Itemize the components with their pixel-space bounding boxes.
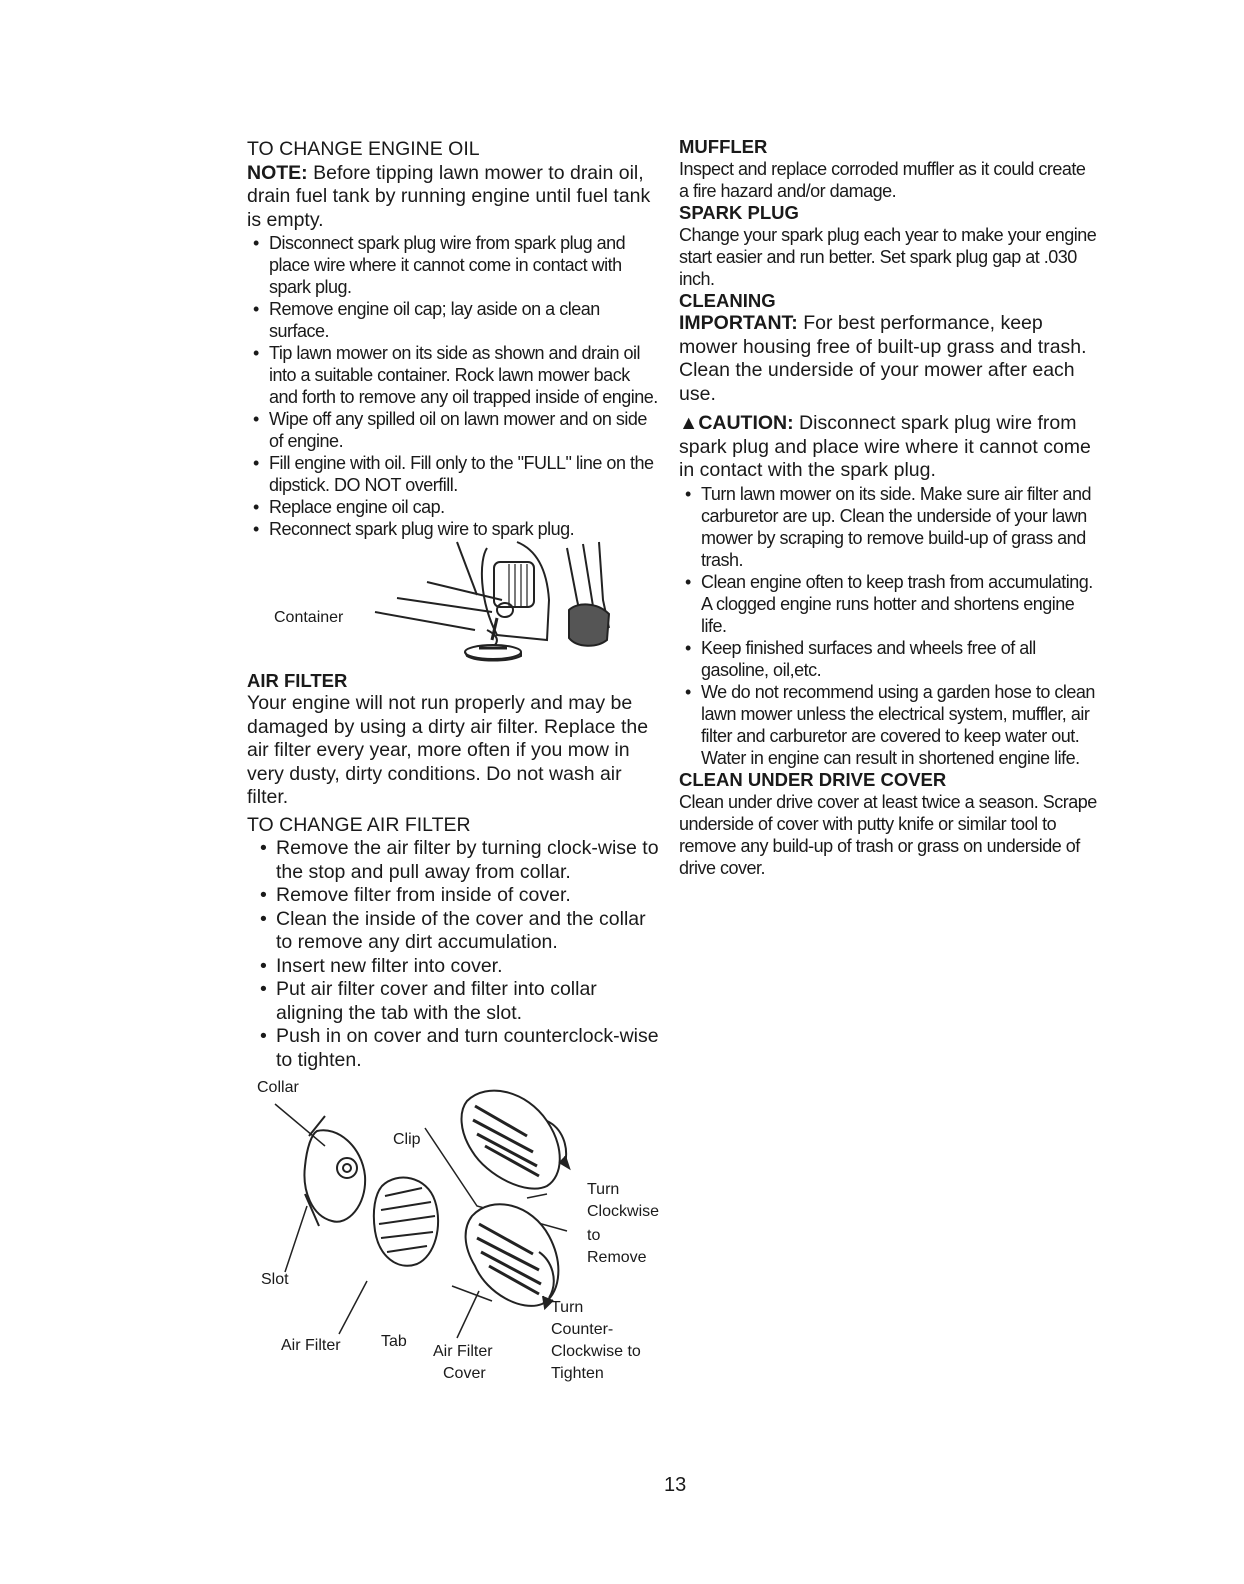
- list-item: • Clean the inside of the cover and the collar to remove any dirt accumulation.: [254, 908, 662, 955]
- list-item: • Push in on cover and turn counterclock-wise to tighten.: [254, 1025, 662, 1072]
- caution-label: CAUTION:: [698, 412, 794, 434]
- list-item: • Reconnect spark plug wire to spark plug.: [247, 518, 662, 540]
- list-item: • Keep finished surfaces and wheels free of all gasoline, oil,etc.: [679, 637, 1099, 681]
- list-item: • Put air filter cover and filter into collar aligning the tab with the slot.: [254, 978, 662, 1025]
- list-item: • Replace engine oil cap.: [247, 496, 662, 518]
- change-air-filter-heading: TO CHANGE AIR FILTER: [247, 813, 471, 836]
- turn-ccw-label-1: Turn: [551, 1299, 584, 1316]
- right-column: [679, 136, 1099, 879]
- list-item: • Clean engine often to keep trash from accumulating. A clogged engine runs hotter and shortens engine life.: [679, 571, 1099, 637]
- spark-plug-heading: SPARK PLUG: [679, 202, 799, 223]
- list-item: • Remove filter from inside of cover.: [254, 884, 662, 908]
- list-item: • Turn lawn mower on its side. Make sure air filter and carburetor are up. Clean the underside of your lawn mower by scraping to remove build-up of grass and trash.: [679, 483, 1099, 571]
- air-filter-cover-label-2: Cover: [443, 1365, 486, 1382]
- left-column: [247, 138, 662, 1396]
- list-item: • Remove the air filter by turning clock-wise to the stop and pull away from collar.: [254, 837, 662, 884]
- tab-label: Tab: [381, 1333, 407, 1350]
- muffler-text: Inspect and replace corroded muffler as it could create a fire hazard and/or damage.: [679, 159, 1086, 201]
- caution-icon: ▲: [679, 412, 699, 434]
- note-label: NOTE:: [247, 161, 308, 184]
- caution-paragraph: [679, 412, 1099, 483]
- air-filter-cover-label-1: Air Filter: [433, 1343, 493, 1360]
- important-label: IMPORTANT:: [679, 312, 798, 334]
- oil-note: [247, 162, 662, 233]
- turn-ccw-label-4: Tighten: [551, 1365, 604, 1382]
- list-item: • Fill engine with oil. Fill only to the "FULL" line on the dipstick. DO NOT overfill.: [247, 452, 662, 496]
- slot-label: Slot: [261, 1271, 289, 1288]
- cleaning-heading: CLEANING: [679, 290, 776, 311]
- list-item: • Wipe off any spilled oil on lawn mower and on side of engine.: [247, 408, 662, 452]
- turn-cw-label-2: Clockwise: [587, 1203, 660, 1220]
- oil-heading: TO CHANGE ENGINE OIL: [247, 138, 480, 160]
- container-label: Container: [274, 609, 344, 626]
- muffler-heading: MUFFLER: [679, 136, 768, 157]
- drive-cover-text: Clean under drive cover at least twice a season. Scrape underside of cover with putty knife or similar tool to remove any build-up of trash or grass on underside of drive cover.: [679, 791, 1097, 878]
- important-text: For best performance, keep mower housing free of built-up grass and trash. Clean the underside of your mower after each use.: [679, 312, 1087, 405]
- list-item: • Remove engine oil cap; lay aside on a clean surface.: [247, 298, 662, 342]
- air-filter-heading: AIR FILTER: [247, 670, 348, 691]
- turn-cw-label-4: Remove: [587, 1249, 647, 1266]
- collar-label: Collar: [257, 1079, 299, 1096]
- air-filter-steps: [247, 837, 662, 1072]
- important-paragraph: [679, 312, 1099, 406]
- turn-ccw-label-3: Clockwise to: [551, 1343, 641, 1360]
- mower-drain-illustration: [247, 540, 662, 666]
- list-item: • Disconnect spark plug wire from spark plug and place wire where it cannot come in contact with spark plug.: [247, 232, 662, 298]
- caution-text: Disconnect spark plug wire from spark plug and place wire where it cannot come in contact with the spark plug.: [679, 412, 1091, 481]
- cleaning-steps: [679, 483, 1099, 769]
- oil-drain-figure: [247, 540, 662, 666]
- spark-plug-text: Change your spark plug each year to make your engine start easier and run better. Set spark plug gap at .030 inch.: [679, 225, 1097, 289]
- air-filter-label: Air Filter: [281, 1337, 341, 1354]
- turn-cw-label-1: Turn: [587, 1181, 620, 1198]
- air-filter-text: Your engine will not run properly and may be damaged by using a dirty air filter. Replace the air filter every year, more often if you mow in very dusty, dirty conditions. Do not wash air filter.: [247, 692, 649, 808]
- turn-ccw-label-2: Counter-: [551, 1321, 614, 1338]
- oil-steps: [247, 232, 662, 540]
- turn-cw-label-3: to: [587, 1227, 601, 1244]
- list-item: • We do not recommend using a garden hose to clean lawn mower unless the electrical system, muffler, air filter and carburetor are covered to keep water out. Water in engine can result in shortened engine life.: [679, 681, 1099, 769]
- clip-label: Clip: [393, 1131, 421, 1148]
- air-filter-figure: [247, 1076, 662, 1396]
- drive-cover-heading: CLEAN UNDER DRIVE COVER: [679, 768, 947, 790]
- page-number: 13: [664, 1474, 687, 1496]
- list-item: • Insert new filter into cover.: [254, 955, 662, 979]
- note-text: Before tipping lawn mower to drain oil, drain fuel tank by running engine until fuel tank is empty.: [247, 161, 651, 231]
- list-item: • Tip lawn mower on its side as shown and drain oil into a suitable container. Rock lawn mower back and forth to remove any oil trapped inside of engine.: [247, 342, 662, 408]
